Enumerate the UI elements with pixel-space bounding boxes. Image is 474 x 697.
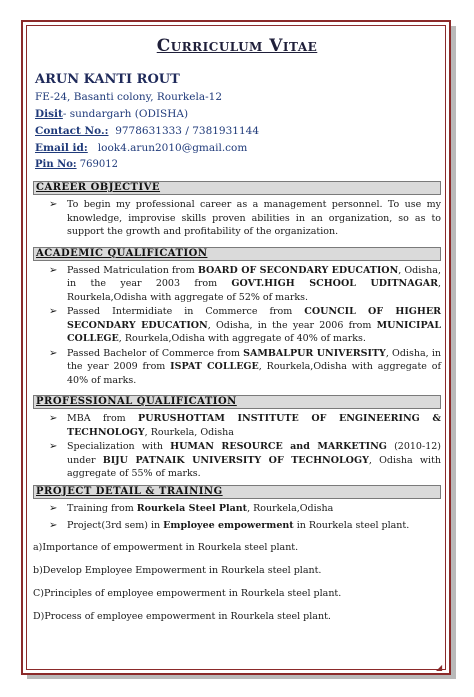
text: (2010-12) under	[67, 441, 441, 466]
pin-line	[35, 157, 441, 173]
arrow-right-icon: ➢	[49, 347, 58, 359]
text: , Rourkela,Odisha with aggregate of 40% of marks.	[67, 361, 441, 386]
contact-line	[35, 123, 441, 139]
list-item	[47, 264, 441, 305]
contact-label: Contact No.:	[35, 125, 109, 137]
list-item	[47, 412, 441, 439]
district-line	[35, 106, 441, 122]
text: Project(3rd sem) in	[67, 520, 164, 531]
list-item	[47, 502, 441, 516]
text-bold: SAMBALPUR UNIVERSITY	[243, 347, 386, 359]
section-career-objective	[33, 181, 441, 195]
text-bold: BOARD OF SECONDARY EDUCATION	[197, 264, 399, 276]
text-bold: HUMAN RESOURCE and MARKETING	[170, 441, 387, 452]
pin-value: 769012	[79, 159, 118, 170]
arrow-right-icon: ➢	[49, 502, 58, 514]
text-bold: Employee empowerment	[163, 520, 294, 531]
text: in Rourkela steel plant.	[293, 520, 410, 531]
project-line-c: C)Principles of employee empowerment in Rourkela steel plant.	[33, 587, 342, 599]
district-label: Disit	[35, 108, 63, 120]
text: Passed Matriculation from	[67, 264, 198, 276]
text-bold: GOVT.HIGH SCHOOL UDITNAGAR	[231, 278, 438, 289]
project-line-a: a)Importance of empowerment in Rourkela steel plant.	[33, 541, 299, 553]
arrow-right-icon: ➢	[49, 199, 58, 210]
resume-content	[33, 32, 441, 623]
text: Passed Intermidiate in Commerce from	[67, 306, 305, 317]
district-value: - sundargarh (ODISHA)	[62, 108, 189, 120]
section-heading: PROJECT DETAIL & TRAINING	[36, 485, 223, 497]
text-bold: Rourkela Steel Plant	[136, 502, 248, 514]
project-line-d: D)Process of employee empowerment in Rourkela steel plant.	[33, 610, 331, 622]
section-heading: CAREER OBJECTIVE	[36, 182, 161, 193]
text: , Rourkela,Odisha	[247, 502, 334, 514]
text: , Odisha with aggregate of 55% of marks.	[67, 454, 441, 479]
arrow-right-icon: ➢	[49, 264, 58, 276]
pin-label: Pin No:	[35, 159, 77, 170]
career-list	[33, 198, 441, 239]
project-line-b: b)Develop Employee Empowerment in Rourkela steel plant.	[33, 564, 322, 576]
section-project	[33, 485, 441, 499]
arrow-right-icon: ➢	[49, 441, 58, 452]
text-bold: ISPAT COLLEGE	[170, 361, 259, 372]
section-heading: ACADEMIC QUALIFICATION	[36, 247, 208, 259]
text: Passed Bachelor of Commerce from	[67, 347, 244, 359]
text-bold: PURUSHOTTAM INSTITUTE OF ENGINEERING & TECHNOLOGY	[67, 413, 441, 438]
text-bold: COUNCIL OF HIGHER SECONDARY EDUCATION	[67, 306, 441, 331]
arrow-right-icon: ➢	[49, 413, 58, 424]
arrow-right-icon: ➢	[49, 520, 58, 531]
text: Training from	[67, 502, 137, 514]
list-item-text: To begin my professional career as a management personnel. To use my knowledge, improvise skills proven abilities in an organization, so as to support the growth and profitability of the organization.	[67, 199, 441, 237]
applicant-name: ARUN KANTI ROUT	[35, 72, 180, 87]
text: , Odisha, in the year 2003 from	[67, 264, 441, 289]
page-title: Curriculum Vitae	[156, 36, 318, 56]
list-item	[47, 519, 441, 533]
project-list	[33, 502, 441, 533]
address-line: FE-24, Basanti colony, Rourkela-12	[35, 91, 223, 103]
page-shadow-bottom	[27, 675, 456, 679]
list-item	[47, 305, 441, 346]
email-line	[35, 140, 441, 156]
list-item	[47, 347, 441, 388]
list-item	[47, 198, 441, 239]
text: , Odisha, in the year 2009 from	[67, 347, 441, 372]
email-label: Email id:	[35, 142, 88, 154]
section-academic	[33, 247, 441, 261]
text: Specialization with	[67, 441, 171, 452]
arrow-right-icon: ➢	[49, 306, 58, 317]
text: MBA from	[67, 413, 139, 424]
page-shadow-right	[451, 26, 456, 678]
text-bold: MUNICIPAL COLLEGE	[67, 319, 441, 344]
section-heading: PROFESSIONAL QUALIFICATION	[36, 396, 237, 407]
contact-value: 9778631333 / 7381931144	[115, 125, 260, 137]
list-item	[47, 440, 441, 481]
section-professional	[33, 395, 441, 409]
professional-list	[33, 412, 441, 481]
email-value: look4.arun2010@gmail.com	[97, 142, 248, 154]
academic-list	[33, 264, 441, 388]
text-bold: BIJU PATNAIK UNIVERSITY OF TECHNOLOGY	[102, 454, 369, 466]
text: , Rourkela,Odisha with aggregate of 52% of marks.	[67, 278, 441, 303]
text: , Odisha, in the year 2006 from	[207, 319, 377, 331]
text: , Rourkela, Odisha	[144, 426, 234, 438]
page-curl-icon: ◢	[436, 663, 443, 672]
text: , Rourkela,Odisha with aggregate of 40% of marks.	[118, 333, 366, 344]
